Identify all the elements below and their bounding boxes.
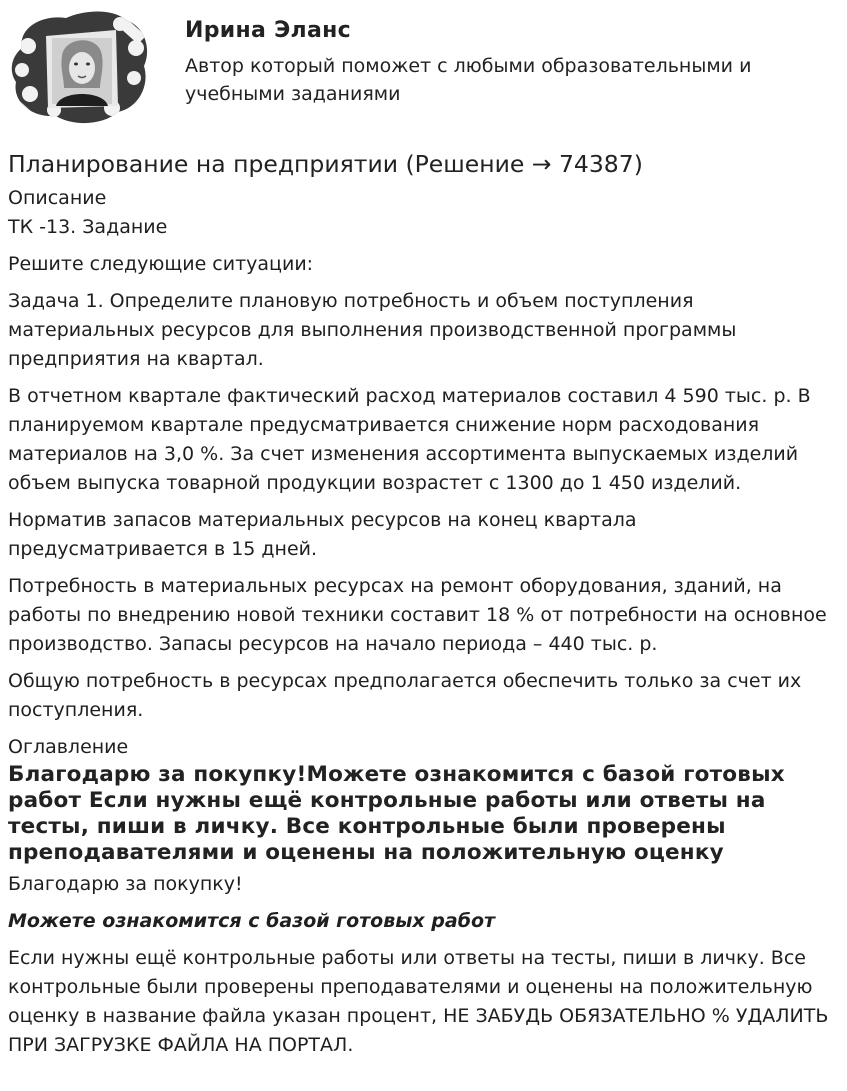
thanks-text: Благодарю за покупку! (8, 873, 243, 895)
paragraph: В отчетном квартале фактический расход материалов составил 4 590 тыс. р. В планируемом квартале предусматривается снижение норм расходования материалов на 3,0 %. За счет изменения ассортимента выпускаемых изделий объем выпуска товарной продукции возрастет с 1300 до 1 450 изделий. (8, 385, 811, 494)
paragraph: Решите следующие ситуации: (8, 253, 314, 275)
page-title: Планирование на предприятии (Решение → 74387) (8, 150, 643, 178)
author-name: Ирина Эланс (185, 18, 351, 43)
toc-label: Оглавление (8, 736, 129, 758)
main-content (8, 148, 838, 1060)
paragraph: Общую потребность в ресурсах предполагается обеспечить только за счет их поступления. (8, 670, 802, 721)
description-label: Описание (8, 187, 107, 209)
base-link[interactable]: Можете ознакомится с базой готовых работ (8, 910, 496, 932)
thanks-heading: Благодарю за покупку!Можете ознакомится с базой готовых работ Если нужны ещё контрольные работы или ответы на тесты, пиши в личку. Все контрольные были проверены преподавателями и оценены на положительную оценку (8, 762, 785, 865)
paragraph: Норматив запасов материальных ресурсов на конец квартала предусматривается в 15 дней. (8, 509, 637, 560)
task-title: ТК -13. Задание (8, 216, 168, 238)
author-avatar (8, 8, 152, 126)
paragraph: Задача 1. Определите плановую потребность и объем поступления материальных ресурсов для выполнения производственной программы предприятия на квартал. (8, 290, 737, 370)
author-card (8, 8, 838, 128)
author-description: Автор который поможет с любыми образовательными и учебными заданиями (185, 55, 752, 105)
paragraph: Потребность в материальных ресурсах на ремонт оборудования, зданий, на работы по внедрению новой техники составит 18 % от потребности на основное производство. Запасы ресурсов на начало периода – 440 тыс. р. (8, 575, 827, 655)
final-note: Если нужны ещё контрольные работы или ответы на тесты, пиши в личку. Все контрольные были проверены преподавателями и оценены на положительную оценку в название файла указан процент, НЕ ЗАБУДЬ ОБЯЗАТЕЛЬНО % УДАЛИТЬ ПРИ ЗАГРУЗКЕ ФАЙЛА НА ПОРТАЛ. (8, 947, 829, 1056)
